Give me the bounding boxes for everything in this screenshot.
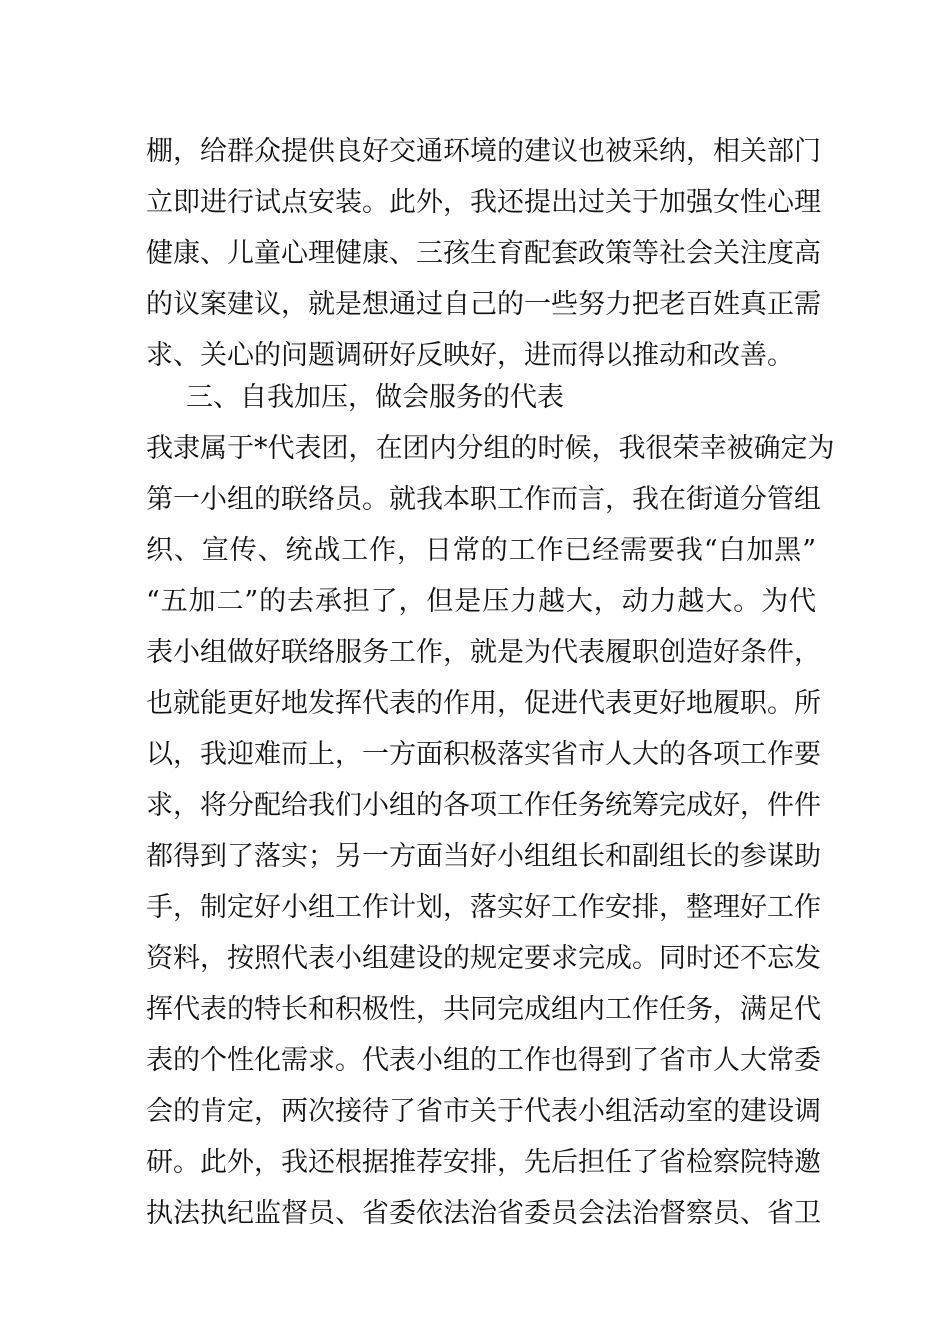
paragraph-2-line: “五加二”的去承担了，但是压力越大，动力越大。为代 — [146, 586, 816, 617]
paragraph-2-line: 第一小组的联络员。就我本职工作而言，我在街道分管组 — [146, 484, 821, 515]
paragraph-2-line: 都得到了落实；另一方面当好小组组长和副组长的参谋助 — [146, 841, 821, 872]
paragraph-1-line: 求、关心的问题调研好反映好，进而得以推动和改善。 — [146, 340, 794, 371]
paragraph-2-line: 也就能更好地发挥代表的作用，促进代表更好地履职。所 — [146, 688, 821, 719]
paragraph-1-line: 棚，给群众提供良好交通环境的建议也被采纳，相关部门 — [146, 136, 821, 167]
paragraph-2-line: 我隶属于*代表团，在团内分组的时候，我很荣幸被确定为 — [146, 433, 835, 464]
paragraph-2-line: 表的个性化需求。代表小组的工作也得到了省市人大常委 — [146, 1045, 821, 1076]
paragraph-2-line: 表小组做好联络服务工作，就是为代表履职创造好条件， — [146, 637, 821, 668]
paragraph-2-line: 挥代表的特长和积极性，共同完成组内工作任务，满足代 — [146, 994, 821, 1025]
paragraph-2-line: 求，将分配给我们小组的各项工作任务统筹完成好，件件 — [146, 790, 821, 821]
paragraph-1-line: 的议案建议，就是想通过自己的一些努力把老百姓真正需 — [146, 289, 821, 320]
paragraph-2-line: 执法执纪监督员、省委依法治省委员会法治督察员、省卫 — [146, 1198, 821, 1229]
section-heading: 三、自我加压，做会服务的代表 — [186, 382, 564, 413]
paragraph-2-line: 资料，按照代表小组建设的规定要求完成。同时还不忘发 — [146, 943, 821, 974]
paragraph-1-line: 健康、儿童心理健康、三孩生育配套政策等社会关注度高 — [146, 238, 821, 269]
paragraph-1-line: 立即进行试点安装。此外，我还提出过关于加强女性心理 — [146, 187, 821, 218]
paragraph-2-line: 会的肯定，两次接待了省市关于代表小组活动室的建设调 — [146, 1096, 821, 1127]
paragraph-2-line: 织、宣传、统战工作，日常的工作已经需要我“白加黑” — [146, 535, 816, 566]
paragraph-2-line: 以，我迎难而上，一方面积极落实省市人大的各项工作要 — [146, 739, 821, 770]
paragraph-2-line: 手，制定好小组工作计划，落实好工作安排，整理好工作 — [146, 892, 821, 923]
paragraph-2-line: 研。此外，我还根据推荐安排，先后担任了省检察院特邀 — [146, 1147, 821, 1178]
